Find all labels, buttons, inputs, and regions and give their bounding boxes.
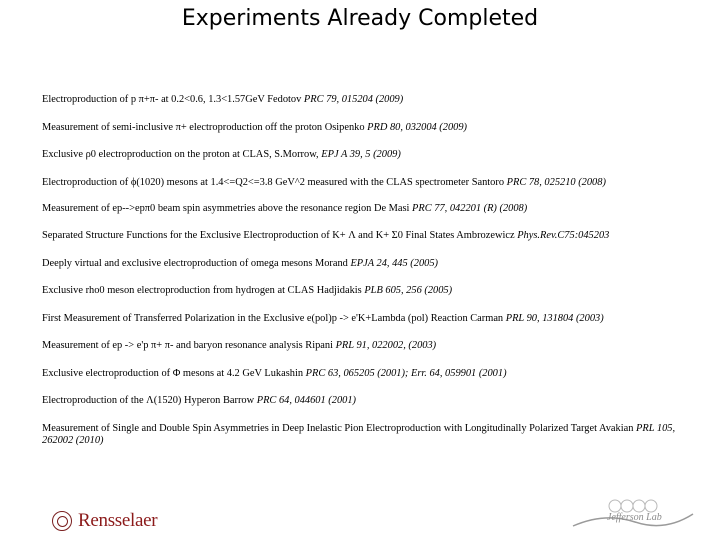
entry-text: Separated Structure Functions for the Exclusive Electroproduction of K+ Λ and K+ Σ0 Final States Ambrozewicz [42, 230, 518, 241]
entry-reference: PRC 64, 044601 (2001) [256, 395, 356, 406]
entry-text: Electroproduction of ϕ(1020) mesons at 1.4<=Q2<=3.8 GeV^2 measured with the CLAS spectrometer Santoro [42, 176, 507, 188]
list-item [42, 149, 704, 161]
entry-reference: EPJ A 39, 5 (2009) [321, 149, 401, 160]
entry-text: Measurement of ep -> e'p π+ π- and baryon resonance analysis Ripani [42, 340, 336, 351]
publication-list [42, 94, 704, 462]
entry-reference: PRC 77, 042201 (R) (2008) [412, 202, 528, 214]
entry-reference: PRC 78, 025210 (2008) [506, 176, 606, 188]
entry-reference: PRL 90, 131804 (2003) [505, 312, 604, 324]
list-item [42, 285, 704, 297]
entry-text: Exclusive electroproduction of Φ mesons at 4.2 GeV Lukashin [42, 367, 306, 379]
entry-reference: Phys.Rev.C75:045203 [517, 230, 610, 241]
entry-reference: PRC 79, 015204 (2009) [303, 94, 404, 105]
entry-text: Electroproduction of the Λ(1520) Hyperon Barrow [42, 395, 257, 406]
entry-reference: PRD 80, 032004 (2009) [367, 121, 468, 133]
entry-reference: PRL 91, 022002, (2003) [335, 340, 437, 351]
list-item [42, 340, 704, 352]
entry-text: Exclusive ρ0 electroproduction on the proton at CLAS, S.Morrow, [42, 149, 322, 160]
list-item [42, 368, 704, 380]
rensselaer-logo [52, 506, 157, 536]
jefferson-lab-logo-icon [565, 492, 700, 534]
page-title: Experiments Already Completed [181, 6, 539, 31]
list-item [42, 203, 704, 215]
list-item [42, 177, 704, 189]
entry-text: Measurement of Single and Double Spin Asymmetries in Deep Inelastic Pion Electroproduction with Longitudinally Polarized Target Avakian [42, 422, 637, 434]
list-item [42, 423, 704, 447]
entry-text: Exclusive rho0 meson electroproduction from hydrogen at CLAS Hadjidakis [42, 285, 365, 296]
entry-reference: EPJA 24, 445 (2005) [350, 257, 438, 269]
entry-text: Measurement of semi-inclusive π+ electroproduction off the proton Osipenko [42, 121, 368, 133]
list-item [42, 122, 704, 134]
list-item [42, 395, 704, 407]
entry-reference: PLB 605, 256 (2005) [364, 285, 453, 296]
list-item [42, 313, 704, 325]
entry-reference: PRL 105, 262002 (2010) [42, 422, 676, 446]
list-item [42, 94, 704, 106]
seal-icon [52, 511, 72, 531]
svg-text:Jefferson Lab: Jefferson Lab [607, 512, 662, 523]
entry-reference: PRC 63, 065205 (2001); Err. 64, 059901 (2001) [305, 367, 507, 379]
list-item [42, 230, 704, 242]
entry-text: Electroproduction of p π+π- at 0.2<0.6, 1.3<1.57GeV Fedotov [42, 94, 304, 105]
rensselaer-logo-text: Rensselaer [78, 510, 158, 531]
entry-text: Deeply virtual and exclusive electroproduction of omega mesons Morand [42, 257, 351, 269]
entry-text: First Measurement of Transferred Polarization in the Exclusive e(pol)p -> e'K+Lambda (pol) Reaction Carman [42, 312, 506, 324]
jefferson-lab-logo [565, 492, 700, 534]
list-item [42, 258, 704, 270]
entry-text: Measurement of ep-->epπ0 beam spin asymmetries above the resonance region De Masi [42, 202, 413, 214]
